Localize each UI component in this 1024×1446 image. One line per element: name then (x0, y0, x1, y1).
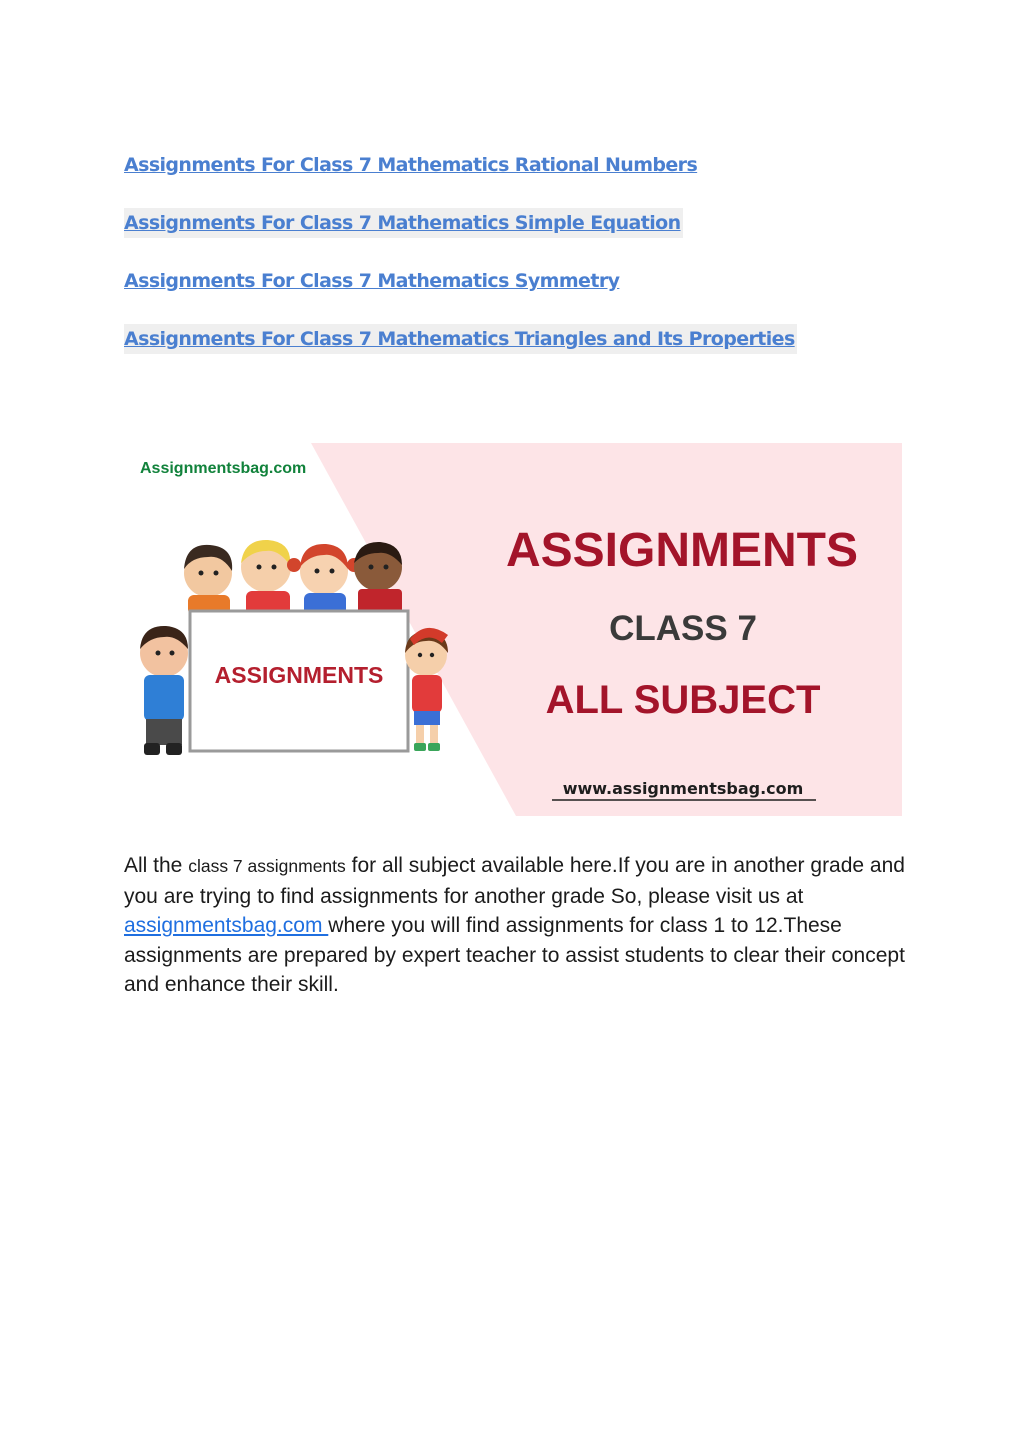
link-symmetry[interactable]: Assignments For Class 7 Mathematics Symmetry (124, 270, 620, 292)
description-part-4: where you will find assignments for class 1 to 12.These assignments are prepared by expert teacher to assist students to clear their concept and enhance their skill. (124, 914, 905, 996)
description-class-7-assignments: class 7 assignments (188, 856, 346, 876)
assignment-links-list (124, 150, 924, 382)
description-part-1: All the (124, 854, 189, 877)
description-paragraph (124, 851, 914, 1000)
link-triangles[interactable]: Assignments For Class 7 Mathematics Triangles and Its Properties (124, 324, 797, 354)
banner-subject-label: ALL SUBJECT (545, 678, 821, 722)
whiteboard-text: ASSIGNMENTS (214, 662, 384, 688)
banner-graphic (126, 443, 902, 816)
banner-logo: Assignmentsbag.com (140, 460, 307, 477)
banner-class-label: CLASS 7 (609, 609, 757, 648)
link-simple-equation[interactable]: Assignments For Class 7 Mathematics Simple Equation (124, 208, 683, 238)
link-rational-numbers[interactable]: Assignments For Class 7 Mathematics Rational Numbers (124, 154, 698, 176)
description-part-3: for all subject available here.If you are in another grade and you are trying to find assignments for another grade So, please visit us at (124, 854, 905, 908)
banner-url: www.assignmentsbag.com (562, 779, 804, 798)
banner-heading: ASSIGNMENTS (505, 524, 859, 577)
assignmentsbag-link[interactable]: assignmentsbag.com (124, 914, 329, 937)
promo-banner (126, 443, 902, 816)
